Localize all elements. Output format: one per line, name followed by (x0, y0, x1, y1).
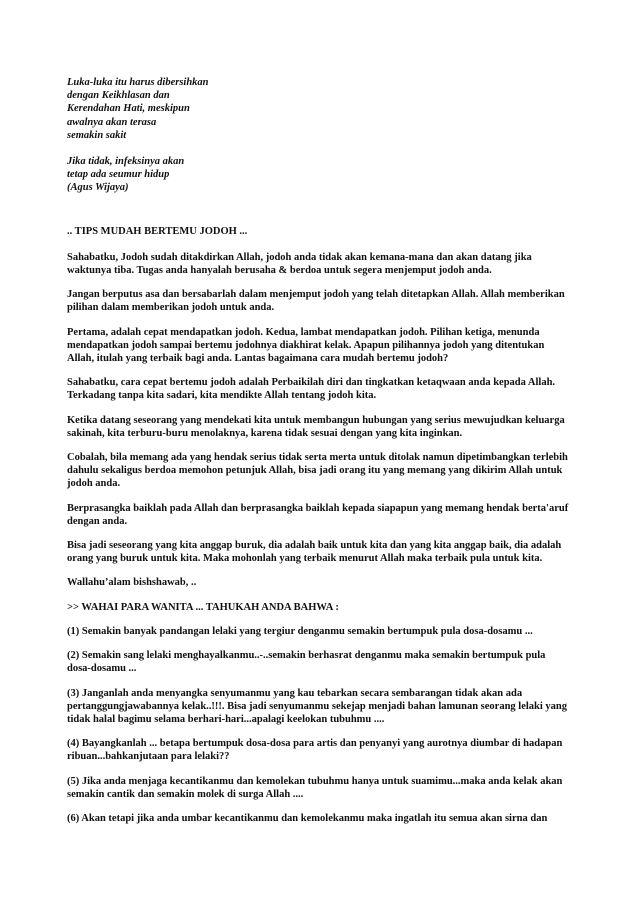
poem-line: tetap ada seumur hidup (67, 169, 170, 181)
numbered-point: (4) Bayangkanlah ... betapa bertumpuk dosa-dosa para artis dan penyanyi yang aurotnya diumbar di hadapan ribuan...bahkanjutaan para lelaki?? (67, 738, 563, 763)
numbered-point: (6) Akan tetapi jika anda umbar kecantikanmu dan kemolekanmu maka ingatlah itu semua akan sirna dan (67, 812, 548, 824)
paragraph: Cobalah, bila memang ada yang hendak serius tidak serta merta untuk ditolak namun dipetimbangkan terlebih dahulu sekaligus berdoa memohon petunjuk Allah, bisa jadi orang itu yang memang yang dikirim Allah untuk jodoh anda. (67, 452, 568, 490)
document-body (67, 76, 571, 836)
poem-stanza-2 (67, 155, 571, 195)
poem-line: Kerendahan Hati, meskipun (67, 103, 190, 115)
poem-line: awalnya akan terasa (67, 116, 157, 128)
paragraph: Sahabatku, Jodoh sudah ditakdirkan Allah, jodoh anda tidak akan kemana-mana dan akan datang jika waktunya tiba. Tugas anda hanyalah berusaha & berdoa untuk segera menjemput jodoh anda. (67, 251, 532, 277)
section-heading-wanita: >> WAHAI PARA WANITA ... TAHUKAH ANDA BAHWA : (67, 601, 339, 613)
paragraph: Pertama, adalah cepat mendapatkan jodoh. Kedua, lambat mendapatkan jodoh. Pilihan ketiga, menunda mendapatkan jodoh sampai bertemu jodohnya diakhirat kelak. Apapun pilihannya jodoh yang ditentukan Allah, itulah yang terbaik bagi anda. Lantas bagaimana cara mudah bertemu jodoh? (67, 326, 545, 365)
poem-line: Luka-luka itu harus dibersihkan (67, 77, 209, 88)
poem-line: dengan Keikhlasan dan (67, 90, 170, 102)
paragraph: Jangan berputus asa dan bersabarlah dalam menjemput jodoh yang telah ditetapkan Allah. Allah memberikan pilihan dalam memberikan jodoh untuk anda. (67, 289, 565, 314)
numbered-point: (2) Semakin sang lelaki menghayalkanmu..-..semakin berhasrat denganmu maka semakin bertumpuk pula dosa-dosamu ... (67, 650, 546, 675)
paragraph: Bisa jadi seseorang yang kita anggap buruk, dia adalah baik untuk kita dan yang kita anggap baik, dia adalah orang yang buruk untuk kita. Maka mohonlah yang terbaik menurut Allah maka terbaik pula untuk kita. (67, 540, 562, 565)
numbered-point: (5) Jika anda menjaga kecantikanmu dan kemolekan tubuhmu hanya untuk suamimu...maka anda kelak akan semakin cantik dan semakin molek di surga Allah .... (67, 775, 563, 800)
section-heading-jodoh: .. TIPS MUDAH BERTEMU JODOH ... (67, 225, 248, 237)
paragraph-closing: Wallahu’alam bishshawab, .. (67, 577, 197, 589)
numbered-point: (1) Semakin banyak pandangan lelaki yang tergiur denganmu semakin bertumpuk pula dosa-dosamu ... (67, 625, 533, 637)
poem-author: (Agus Wijaya) (67, 182, 129, 194)
numbered-point: (3) Janganlah anda menyangka senyumanmu yang kau tebarkan secara sembarangan tidak akan ada pertanggungjawabannya kelak..!!!. Bisa jadi senyumanmu sekejap menjadi bahan lamunan seorang lelaki yang tidak halal bagimu selama berhari-hari...apalagi keelokan tubuhmu .... (67, 687, 568, 725)
paragraph: Berprasangka baiklah pada Allah dan berprasangka baiklah kepada siapapun yang memang hendak berta'aruf dengan anda. (67, 502, 569, 527)
poem-stanza-1 (67, 76, 571, 142)
poem-line: Jika tidak, infeksinya akan (67, 156, 185, 168)
paragraph: Ketika datang seseorang yang mendekati kita untuk membangun hubungan yang serius mewujudkan keluarga sakinah, kita terburu-buru menolaknya, karena tidak sesuai dengan yang kita inginkan. (67, 414, 565, 439)
paragraph: Sahabatku, cara cepat bertemu jodoh adalah Perbaikilah diri dan tingkatkan ketaqwaan anda kepada Allah. Terkadang tanpa kita sadari, kita mendikte Allah tentang jodoh kita. (67, 377, 556, 402)
poem-line: semakin sakit (67, 129, 127, 141)
